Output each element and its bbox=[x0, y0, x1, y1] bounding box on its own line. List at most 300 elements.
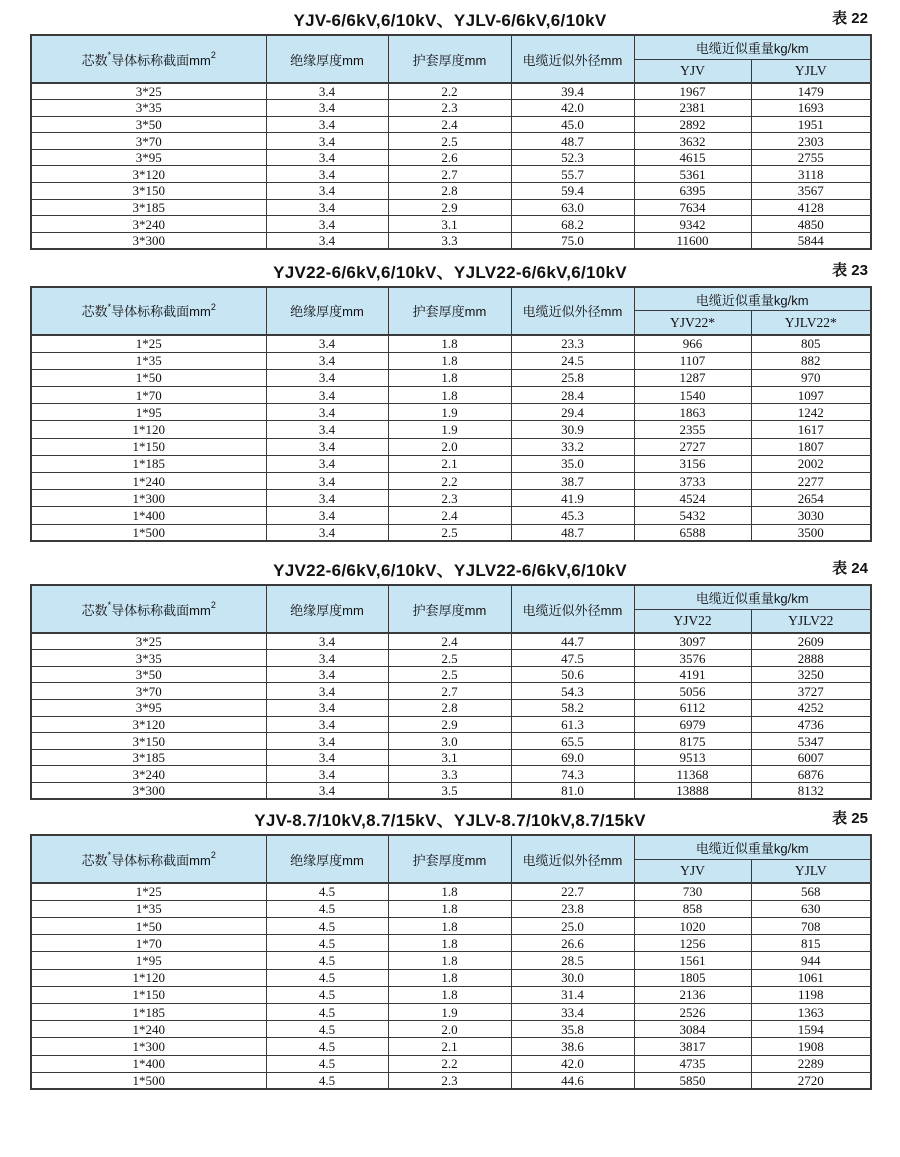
table-row bbox=[31, 883, 871, 900]
table-cell: 882 bbox=[751, 352, 871, 369]
table-cell: 25.8 bbox=[511, 369, 634, 386]
table-23-title: YJV22-6/6kV,6/10kV、YJLV22-6/6kV,6/10kV bbox=[273, 262, 627, 282]
table-row bbox=[31, 149, 871, 166]
table-24-number-label: 表 24 bbox=[832, 560, 868, 578]
table-cell: 1807 bbox=[751, 438, 871, 455]
table-cell: 1*300 bbox=[31, 490, 266, 507]
table-cell: 2892 bbox=[634, 116, 751, 133]
table-cell: 2.2 bbox=[388, 1055, 511, 1072]
table-cell: 3*300 bbox=[31, 783, 266, 800]
table-cell: 2.0 bbox=[388, 1021, 511, 1038]
table-cell: 45.0 bbox=[511, 116, 634, 133]
table-cell: 3.4 bbox=[266, 766, 388, 783]
table-cell: 7634 bbox=[634, 199, 751, 216]
table-row bbox=[31, 421, 871, 438]
col-header-weight-yjlv: YJLV bbox=[751, 59, 871, 83]
table-25-number-label: 表 25 bbox=[832, 810, 868, 828]
table-cell: 52.3 bbox=[511, 149, 634, 166]
table-cell: 3.4 bbox=[266, 404, 388, 421]
table-cell: 2.5 bbox=[388, 133, 511, 150]
table-cell: 3*25 bbox=[31, 633, 266, 650]
cable-spec-table-25 bbox=[30, 834, 872, 1090]
table-cell: 3.4 bbox=[266, 472, 388, 489]
col-header-weight-yjv22: YJV22 bbox=[634, 609, 751, 633]
table-25-title: YJV-8.7/10kV,8.7/15kV、YJLV-8.7/10kV,8.7/15kV bbox=[254, 811, 646, 831]
table-row bbox=[31, 1003, 871, 1020]
table-cell: 730 bbox=[634, 883, 751, 900]
table-cell: 59.4 bbox=[511, 183, 634, 200]
table-cell: 4.5 bbox=[266, 1003, 388, 1020]
table-cell: 1*35 bbox=[31, 900, 266, 917]
table-cell: 3.4 bbox=[266, 100, 388, 117]
table-row bbox=[31, 490, 871, 507]
table-cell: 6112 bbox=[634, 700, 751, 717]
table-cell: 1097 bbox=[751, 387, 871, 404]
table-cell: 1198 bbox=[751, 986, 871, 1003]
table-cell: 1*70 bbox=[31, 387, 266, 404]
table-cell: 81.0 bbox=[511, 783, 634, 800]
table-row bbox=[31, 952, 871, 969]
table-cell: 2.8 bbox=[388, 183, 511, 200]
table-cell: 568 bbox=[751, 883, 871, 900]
table-cell: 9342 bbox=[634, 216, 751, 233]
table-cell: 3030 bbox=[751, 507, 871, 524]
table-cell: 44.7 bbox=[511, 633, 634, 650]
table-cell: 1.8 bbox=[388, 883, 511, 900]
table-cell: 25.0 bbox=[511, 918, 634, 935]
col-header-insulation: 绝缘厚度mm bbox=[266, 35, 388, 83]
table-cell: 4.5 bbox=[266, 918, 388, 935]
table-row bbox=[31, 199, 871, 216]
table-cell: 11600 bbox=[634, 232, 751, 249]
table-cell: 3727 bbox=[751, 683, 871, 700]
table-cell: 3*95 bbox=[31, 149, 266, 166]
table-cell: 3.4 bbox=[266, 650, 388, 667]
table-24-title: YJV22-6/6kV,6/10kV、YJLV22-6/6kV,6/10kV bbox=[273, 561, 627, 581]
table-cell: 3.4 bbox=[266, 524, 388, 541]
col-header-insulation: 绝缘厚度mm bbox=[266, 585, 388, 633]
table-cell: 3817 bbox=[634, 1038, 751, 1055]
table-cell: 3.4 bbox=[266, 421, 388, 438]
col-header-core-section: 芯数*导体标称截面$mm^2$ bbox=[31, 35, 266, 83]
table-row bbox=[31, 935, 871, 952]
table-cell: 3.4 bbox=[266, 387, 388, 404]
table-cell: 1594 bbox=[751, 1021, 871, 1038]
table-cell: 1061 bbox=[751, 969, 871, 986]
table-cell: 4735 bbox=[634, 1055, 751, 1072]
cable-spec-table-24 bbox=[30, 584, 872, 800]
col-header-weight-yjlv22: YJLV22* bbox=[751, 311, 871, 335]
table-cell: 6588 bbox=[634, 524, 751, 541]
table-row bbox=[31, 1038, 871, 1055]
table-cell: 4736 bbox=[751, 716, 871, 733]
table-cell: 63.0 bbox=[511, 199, 634, 216]
table-row bbox=[31, 83, 871, 100]
table-cell: 23.3 bbox=[511, 335, 634, 352]
table-cell: 3.4 bbox=[266, 666, 388, 683]
table-cell: 3576 bbox=[634, 650, 751, 667]
table-cell: 3.4 bbox=[266, 716, 388, 733]
table-cell: 4.5 bbox=[266, 935, 388, 952]
table-cell: 2.2 bbox=[388, 472, 511, 489]
table-cell: 29.4 bbox=[511, 404, 634, 421]
table-cell: 1.8 bbox=[388, 986, 511, 1003]
table-row bbox=[31, 700, 871, 717]
col-header-weight-yjv22: YJV22* bbox=[634, 311, 751, 335]
table-cell: 3*240 bbox=[31, 766, 266, 783]
table-cell: 5844 bbox=[751, 232, 871, 249]
table-cell: 1.8 bbox=[388, 935, 511, 952]
table-cell: 13888 bbox=[634, 783, 751, 800]
table-row bbox=[31, 369, 871, 386]
table-cell: 944 bbox=[751, 952, 871, 969]
table-cell: 1561 bbox=[634, 952, 751, 969]
table-cell: 6876 bbox=[751, 766, 871, 783]
table-cell: 47.5 bbox=[511, 650, 634, 667]
col-header-sheath: 护套厚度mm bbox=[388, 287, 511, 335]
table-cell: 1363 bbox=[751, 1003, 871, 1020]
table-cell: 1*25 bbox=[31, 883, 266, 900]
table-cell: 61.3 bbox=[511, 716, 634, 733]
table-row bbox=[31, 166, 871, 183]
table-cell: 1*120 bbox=[31, 969, 266, 986]
table-cell: 4.5 bbox=[266, 1021, 388, 1038]
table-cell: 3.4 bbox=[266, 369, 388, 386]
table-cell: 2654 bbox=[751, 490, 871, 507]
table-row bbox=[31, 1021, 871, 1038]
table-cell: 3500 bbox=[751, 524, 871, 541]
table-cell: 1.8 bbox=[388, 969, 511, 986]
table-row bbox=[31, 1072, 871, 1089]
table-cell: 3.4 bbox=[266, 352, 388, 369]
table-cell: 42.0 bbox=[511, 100, 634, 117]
col-header-insulation: 绝缘厚度mm bbox=[266, 287, 388, 335]
table-cell: 3.4 bbox=[266, 166, 388, 183]
table-cell: 2.7 bbox=[388, 166, 511, 183]
table-cell: 6395 bbox=[634, 183, 751, 200]
table-cell: 28.5 bbox=[511, 952, 634, 969]
col-header-core-section: 芯数*导体标称截面$mm^2$ bbox=[31, 585, 266, 633]
table-cell: 2.3 bbox=[388, 1072, 511, 1089]
table-cell: 2.9 bbox=[388, 716, 511, 733]
table-cell: 38.7 bbox=[511, 472, 634, 489]
table-cell: 2.9 bbox=[388, 199, 511, 216]
table-cell: 3*150 bbox=[31, 733, 266, 750]
table-cell: 2526 bbox=[634, 1003, 751, 1020]
table-cell: 23.8 bbox=[511, 900, 634, 917]
table-cell: 2.2 bbox=[388, 83, 511, 100]
table-cell: 30.0 bbox=[511, 969, 634, 986]
table-cell: 1107 bbox=[634, 352, 751, 369]
col-header-weight-yjv: YJV bbox=[634, 859, 751, 883]
table-cell: 1617 bbox=[751, 421, 871, 438]
table-cell: 970 bbox=[751, 369, 871, 386]
table-cell: 30.9 bbox=[511, 421, 634, 438]
table-cell: 3.4 bbox=[266, 490, 388, 507]
table-cell: 35.8 bbox=[511, 1021, 634, 1038]
table-cell: 1287 bbox=[634, 369, 751, 386]
table-cell: 3.1 bbox=[388, 216, 511, 233]
table-cell: 1*185 bbox=[31, 1003, 266, 1020]
col-header-sheath: 护套厚度mm bbox=[388, 35, 511, 83]
table-cell: 5361 bbox=[634, 166, 751, 183]
table-cell: 2136 bbox=[634, 986, 751, 1003]
table-cell: 4524 bbox=[634, 490, 751, 507]
table-cell: 3.4 bbox=[266, 749, 388, 766]
table-row bbox=[31, 749, 871, 766]
table-cell: 1*400 bbox=[31, 507, 266, 524]
table-cell: 3.4 bbox=[266, 783, 388, 800]
table-cell: 1.8 bbox=[388, 918, 511, 935]
table-cell: 3*185 bbox=[31, 749, 266, 766]
table-cell: 1951 bbox=[751, 116, 871, 133]
table-cell: 54.3 bbox=[511, 683, 634, 700]
table-22-title-row bbox=[0, 6, 900, 28]
table-cell: 22.7 bbox=[511, 883, 634, 900]
table-cell: 35.0 bbox=[511, 455, 634, 472]
col-header-weight-yjlv22: YJLV22 bbox=[751, 609, 871, 633]
section-table-23 bbox=[0, 258, 900, 542]
col-header-weight-group: 电缆近似重量kg/km bbox=[634, 35, 871, 59]
table-cell: 26.6 bbox=[511, 935, 634, 952]
table-cell: 55.7 bbox=[511, 166, 634, 183]
col-header-od: 电缆近似外径mm bbox=[511, 35, 634, 83]
table-cell: 2.1 bbox=[388, 455, 511, 472]
table-cell: 1.9 bbox=[388, 404, 511, 421]
table-cell: 2.1 bbox=[388, 1038, 511, 1055]
table-cell: 4191 bbox=[634, 666, 751, 683]
table-cell: 50.6 bbox=[511, 666, 634, 683]
table-cell: 2.5 bbox=[388, 666, 511, 683]
table-cell: 6007 bbox=[751, 749, 871, 766]
table-cell: 858 bbox=[634, 900, 751, 917]
table-cell: 4.5 bbox=[266, 986, 388, 1003]
table-cell: 2381 bbox=[634, 100, 751, 117]
table-cell: 1967 bbox=[634, 83, 751, 100]
table-cell: 2755 bbox=[751, 149, 871, 166]
table-row bbox=[31, 900, 871, 917]
section-table-22 bbox=[0, 6, 900, 250]
table-cell: 69.0 bbox=[511, 749, 634, 766]
table-cell: 3.4 bbox=[266, 232, 388, 249]
table-cell: 2.8 bbox=[388, 700, 511, 717]
table-cell: 2.3 bbox=[388, 490, 511, 507]
cable-spec-table-22 bbox=[30, 34, 872, 250]
table-row bbox=[31, 524, 871, 541]
table-row bbox=[31, 766, 871, 783]
table-cell: 11368 bbox=[634, 766, 751, 783]
table-cell: 2.4 bbox=[388, 116, 511, 133]
table-22-number-label: 表 22 bbox=[832, 10, 868, 27]
table-cell: 3.4 bbox=[266, 116, 388, 133]
table-cell: 65.5 bbox=[511, 733, 634, 750]
section-table-25 bbox=[0, 806, 900, 1090]
table-cell: 24.5 bbox=[511, 352, 634, 369]
table-cell: 1*95 bbox=[31, 404, 266, 421]
col-header-insulation: 绝缘厚度mm bbox=[266, 835, 388, 883]
table-cell: 3.4 bbox=[266, 83, 388, 100]
table-cell: 1540 bbox=[634, 387, 751, 404]
table-cell: 4850 bbox=[751, 216, 871, 233]
table-row bbox=[31, 133, 871, 150]
table-row bbox=[31, 650, 871, 667]
table-cell: 31.4 bbox=[511, 986, 634, 1003]
table-cell: 1.9 bbox=[388, 1003, 511, 1020]
table-cell: 68.2 bbox=[511, 216, 634, 233]
table-cell: 3.5 bbox=[388, 783, 511, 800]
table-cell: 1.8 bbox=[388, 369, 511, 386]
table-cell: 3.4 bbox=[266, 438, 388, 455]
table-cell: 4128 bbox=[751, 199, 871, 216]
table-cell: 8132 bbox=[751, 783, 871, 800]
table-cell: 3.4 bbox=[266, 216, 388, 233]
table-cell: 3*150 bbox=[31, 183, 266, 200]
table-cell: 3.4 bbox=[266, 133, 388, 150]
col-header-weight-yjv: YJV bbox=[634, 59, 751, 83]
table-cell: 1*35 bbox=[31, 352, 266, 369]
table-row bbox=[31, 438, 871, 455]
table-cell: 1*500 bbox=[31, 524, 266, 541]
table-cell: 3156 bbox=[634, 455, 751, 472]
table-cell: 2.7 bbox=[388, 683, 511, 700]
table-cell: 3*120 bbox=[31, 166, 266, 183]
table-row bbox=[31, 387, 871, 404]
col-header-sheath: 护套厚度mm bbox=[388, 585, 511, 633]
table-cell: 48.7 bbox=[511, 133, 634, 150]
table-cell: 8175 bbox=[634, 733, 751, 750]
table-cell: 45.3 bbox=[511, 507, 634, 524]
table-row bbox=[31, 232, 871, 249]
table-row bbox=[31, 733, 871, 750]
table-cell: 966 bbox=[634, 335, 751, 352]
table-cell: 4.5 bbox=[266, 1038, 388, 1055]
table-cell: 1693 bbox=[751, 100, 871, 117]
table-row bbox=[31, 216, 871, 233]
table-cell: 630 bbox=[751, 900, 871, 917]
table-cell: 58.2 bbox=[511, 700, 634, 717]
table-cell: 3*185 bbox=[31, 199, 266, 216]
table-cell: 3733 bbox=[634, 472, 751, 489]
table-row bbox=[31, 100, 871, 117]
table-cell: 1863 bbox=[634, 404, 751, 421]
table-cell: 3.4 bbox=[266, 507, 388, 524]
table-cell: 3*240 bbox=[31, 216, 266, 233]
table-cell: 2.0 bbox=[388, 438, 511, 455]
table-cell: 1*240 bbox=[31, 472, 266, 489]
table-cell: 2609 bbox=[751, 633, 871, 650]
table-cell: 708 bbox=[751, 918, 871, 935]
table-cell: 1*500 bbox=[31, 1072, 266, 1089]
table-cell: 39.4 bbox=[511, 83, 634, 100]
table-cell: 805 bbox=[751, 335, 871, 352]
table-cell: 1020 bbox=[634, 918, 751, 935]
table-cell: 3084 bbox=[634, 1021, 751, 1038]
table-cell: 3.1 bbox=[388, 749, 511, 766]
col-header-weight-group: 电缆近似重量kg/km bbox=[634, 835, 871, 859]
table-cell: 5850 bbox=[634, 1072, 751, 1089]
table-cell: 5056 bbox=[634, 683, 751, 700]
table-cell: 2727 bbox=[634, 438, 751, 455]
table-cell: 3*300 bbox=[31, 232, 266, 249]
table-cell: 3.0 bbox=[388, 733, 511, 750]
table-cell: 3.4 bbox=[266, 183, 388, 200]
col-header-sheath: 护套厚度mm bbox=[388, 835, 511, 883]
table-cell: 3.4 bbox=[266, 733, 388, 750]
col-header-od: 电缆近似外径mm bbox=[511, 585, 634, 633]
table-cell: 74.3 bbox=[511, 766, 634, 783]
table-cell: 1.8 bbox=[388, 387, 511, 404]
table-cell: 3*70 bbox=[31, 683, 266, 700]
table-cell: 3.4 bbox=[266, 199, 388, 216]
table-cell: 3*120 bbox=[31, 716, 266, 733]
table-cell: 3.3 bbox=[388, 766, 511, 783]
table-cell: 2303 bbox=[751, 133, 871, 150]
table-cell: 1*150 bbox=[31, 986, 266, 1003]
cable-spec-table-23 bbox=[30, 286, 872, 542]
table-cell: 42.0 bbox=[511, 1055, 634, 1072]
table-cell: 1*400 bbox=[31, 1055, 266, 1072]
table-cell: 3118 bbox=[751, 166, 871, 183]
table-row bbox=[31, 404, 871, 421]
table-row bbox=[31, 683, 871, 700]
table-cell: 3.4 bbox=[266, 335, 388, 352]
table-24-title-row bbox=[0, 556, 900, 581]
table-cell: 3567 bbox=[751, 183, 871, 200]
table-cell: 1*300 bbox=[31, 1038, 266, 1055]
col-header-weight-group: 电缆近似重量kg/km bbox=[634, 585, 871, 609]
table-cell: 2355 bbox=[634, 421, 751, 438]
table-row bbox=[31, 352, 871, 369]
table-row bbox=[31, 918, 871, 935]
table-cell: 2.4 bbox=[388, 633, 511, 650]
table-cell: 5432 bbox=[634, 507, 751, 524]
table-23-title-row bbox=[0, 258, 900, 280]
table-cell: 3*50 bbox=[31, 116, 266, 133]
table-cell: 1256 bbox=[634, 935, 751, 952]
table-cell: 1.9 bbox=[388, 421, 511, 438]
table-cell: 44.6 bbox=[511, 1072, 634, 1089]
table-22-title: YJV-6/6kV,6/10kV、YJLV-6/6kV,6/10kV bbox=[293, 11, 607, 30]
table-cell: 48.7 bbox=[511, 524, 634, 541]
table-cell: 1*70 bbox=[31, 935, 266, 952]
table-cell: 41.9 bbox=[511, 490, 634, 507]
table-cell: 1479 bbox=[751, 83, 871, 100]
table-cell: 1805 bbox=[634, 969, 751, 986]
table-cell: 2.3 bbox=[388, 100, 511, 117]
table-cell: 2.5 bbox=[388, 524, 511, 541]
table-23-number-label: 表 23 bbox=[832, 261, 868, 279]
table-cell: 3097 bbox=[634, 633, 751, 650]
table-cell: 4.5 bbox=[266, 1072, 388, 1089]
table-cell: 1*240 bbox=[31, 1021, 266, 1038]
table-cell: 38.6 bbox=[511, 1038, 634, 1055]
table-cell: 4.5 bbox=[266, 969, 388, 986]
table-cell: 815 bbox=[751, 935, 871, 952]
table-cell: 2002 bbox=[751, 455, 871, 472]
section-table-24 bbox=[0, 556, 900, 800]
table-cell: 1*50 bbox=[31, 369, 266, 386]
table-cell: 2.6 bbox=[388, 149, 511, 166]
table-cell: 3.4 bbox=[266, 149, 388, 166]
table-cell: 3.3 bbox=[388, 232, 511, 249]
table-cell: 1*150 bbox=[31, 438, 266, 455]
table-cell: 4.5 bbox=[266, 1055, 388, 1072]
table-cell: 2888 bbox=[751, 650, 871, 667]
table-cell: 3*35 bbox=[31, 100, 266, 117]
table-cell: 3*50 bbox=[31, 666, 266, 683]
table-cell: 3.4 bbox=[266, 455, 388, 472]
col-header-core-section: 芯数*导体标称截面$mm^2$ bbox=[31, 287, 266, 335]
